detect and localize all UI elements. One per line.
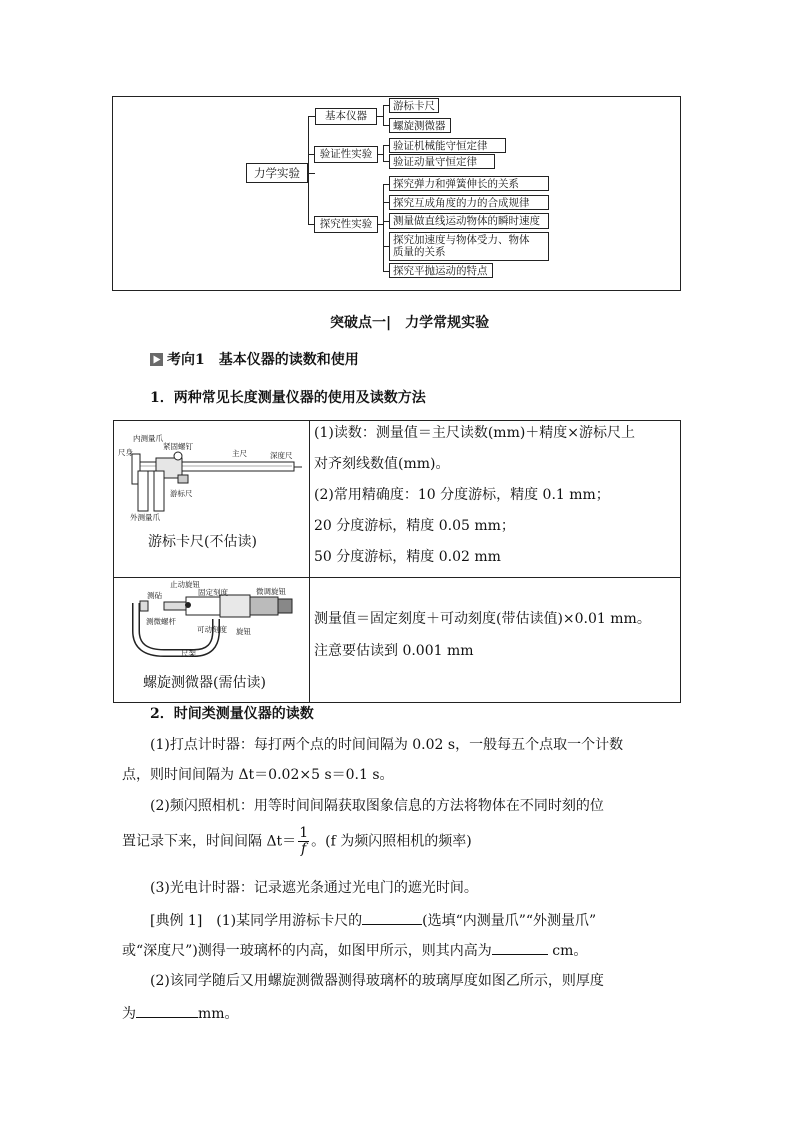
mindmap-item: 探究弹力和弹簧伸长的关系	[389, 176, 549, 191]
caliper-label: 尺身	[118, 448, 133, 457]
vernier-text-line: 50 分度游标，精度 0.02 mm	[314, 549, 501, 565]
caliper-label: 内测量爪	[133, 434, 163, 443]
fraction-numerator: 1	[299, 825, 309, 841]
caliper-label: 游标尺	[170, 489, 193, 498]
section-title: 突破点一| 力学常规实验	[330, 315, 490, 331]
mindmap-item: 探究平抛运动的特点	[389, 263, 493, 278]
connector	[308, 116, 309, 224]
para-2-line-1: (2)频闪照相机：用等时间间隔获取图象信息的方法将物体在不同时刻的位	[150, 798, 604, 814]
micrometer-text-line: 注意要估读到 0.001 mm	[314, 643, 474, 659]
para-1-line-1: (1)打点计时器：每打两个点的时间间隔为 0.02 s，一般每五个点取一个计数	[150, 737, 624, 753]
play-icon	[150, 353, 163, 366]
micrometer-label: 可动刻度	[197, 625, 227, 634]
micrometer-label: 微调旋钮	[256, 587, 286, 596]
heading-2: 2．时间类测量仪器的读数	[150, 706, 314, 722]
mindmap-item	[389, 232, 549, 261]
mindmap-root: 力学实验	[246, 163, 308, 183]
answer-blank-3[interactable]	[136, 1005, 198, 1018]
connector	[383, 184, 384, 271]
vernier-text-line: (1)读数：测量值＝主尺读数(mm)＋精度×游标尺上	[314, 425, 636, 441]
example-line-4	[122, 1005, 239, 1021]
para-2-text: 置记录下来，时间间隔 Δt＝	[122, 833, 297, 850]
micrometer-caption: 螺旋测微器(需估读)	[143, 675, 266, 691]
direction-title-row	[150, 353, 359, 367]
example-line-1	[150, 912, 596, 928]
mindmap-group-verify: 验证性实验	[314, 146, 378, 163]
mindmap-item-line: 探究加速度与物体受力、物体	[393, 234, 530, 246]
example-text: cm。	[547, 943, 588, 959]
para-1-line-2: 点，则时间间隔为 Δt＝0.02×5 s＝0.1 s。	[122, 767, 394, 783]
caliper-label: 深度尺	[270, 451, 293, 460]
example-text: 为	[122, 1006, 136, 1022]
mindmap-item: 验证动量守恒定律	[389, 154, 495, 169]
para-2-text: 。(f 为频闪照相机的频率)	[311, 833, 472, 850]
mindmap-item: 探究互成角度的力的合成规律	[389, 195, 549, 210]
vernier-text-line: (2)常用精确度：10 分度游标，精度 0.1 mm；	[314, 487, 610, 503]
vernier-caliper-caption: 游标卡尺(不估读)	[148, 534, 257, 550]
micrometer-label: 固定刻度	[198, 588, 228, 597]
caliper-label: 紧固螺钉	[163, 442, 193, 451]
answer-blank-2[interactable]	[492, 942, 548, 955]
example-text: [典例 1] (1)某同学用游标卡尺的	[150, 913, 363, 929]
example-line-3: (2)该同学随后又用螺旋测微器测得玻璃杯的玻璃厚度如图乙所示，则厚度	[150, 973, 604, 989]
vernier-text-line: 对齐刻线数值(mm)。	[314, 456, 450, 472]
mindmap-group-basic: 基本仪器	[315, 108, 377, 125]
direction-title: 考向1 基本仪器的读数和使用	[167, 352, 359, 368]
example-line-2	[122, 942, 587, 958]
micrometer-label: 测砧	[147, 591, 162, 600]
heading-1: 1．两种常见长度测量仪器的使用及读数方法	[150, 390, 426, 406]
micrometer-label: 测微螺杆	[146, 617, 176, 626]
mindmap-item-line: 质量的关系	[393, 246, 446, 258]
micrometer-label: 尺架	[181, 649, 196, 658]
para-3: (3)光电计时器：记录遮光条通过光电门的遮光时间。	[150, 880, 478, 896]
para-2-line-2	[122, 826, 472, 857]
fraction	[298, 826, 309, 857]
caliper-label: 外测量爪	[130, 513, 160, 522]
mindmap-item: 测量做直线运动物体的瞬时速度	[389, 213, 549, 229]
fraction-denominator: f	[301, 841, 307, 857]
micrometer-text-line: 测量值＝固定刻度＋可动刻度(带估读值)×0.01 mm。	[314, 611, 651, 627]
micrometer-label: 止动旋钮	[170, 580, 200, 589]
micrometer-label: 旋钮	[236, 627, 251, 636]
example-text: mm。	[198, 1006, 239, 1022]
caliper-label: 主尺	[232, 449, 247, 458]
mindmap-item: 验证机械能守恒定律	[389, 138, 506, 153]
example-text: 或“深度尺”)测得一玻璃杯的内高，如图甲所示，则其内高为	[122, 943, 492, 959]
connector	[383, 105, 384, 126]
mindmap-item: 螺旋测微器	[389, 118, 451, 133]
mindmap-item: 游标卡尺	[389, 98, 439, 113]
vernier-text-line: 20 分度游标，精度 0.05 mm；	[314, 518, 515, 534]
answer-blank-1[interactable]	[362, 912, 422, 925]
example-text: (选填“内测量爪”“外测量爪”	[422, 913, 597, 929]
table-divider	[113, 577, 681, 578]
table-divider	[309, 420, 310, 703]
connector	[383, 145, 384, 162]
mindmap-group-explore: 探究性实验	[314, 216, 378, 233]
connector	[308, 173, 315, 174]
